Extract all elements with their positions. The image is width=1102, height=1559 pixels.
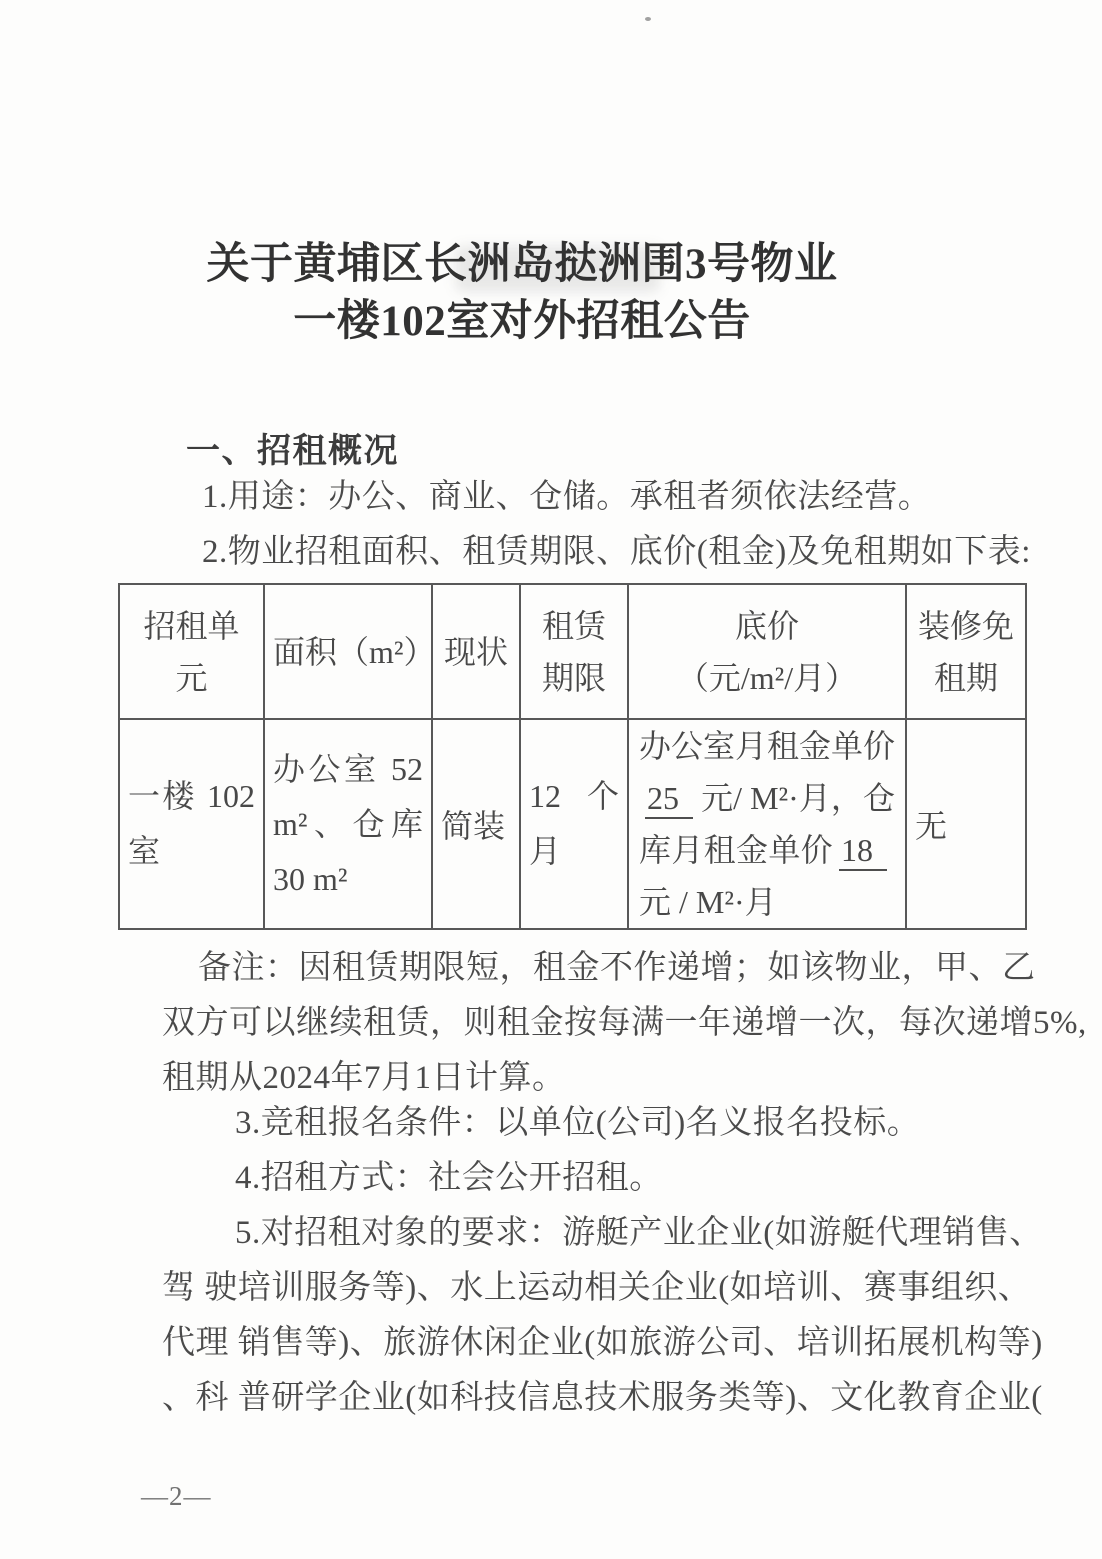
header-status: 现状: [432, 584, 520, 719]
item-1-usage: 1.用途：办公、商业、仓储。承租者须依法经营。: [202, 479, 932, 515]
header-area: 面积（m²）: [264, 584, 432, 719]
price-text-1: 办公室月租金单价: [639, 728, 896, 764]
paragraph-items-1-2: [162, 470, 1031, 580]
cell-unit: 一楼 102 室: [119, 719, 264, 929]
note-line-2: 双方可以继续租赁，则租金按每满一年递增一次，每次递增5%,: [162, 1005, 1087, 1041]
note-line-3: 租期从2024年7月1日计算。: [162, 1060, 566, 1096]
item-5-line-3: 代理 销售等)、旅游休闲企业(如旅游公司、培训拓展机构等): [162, 1325, 1043, 1361]
title-line-1: 关于黄埔区长洲岛挞洲围3号物业: [206, 241, 838, 288]
item-5-line-4: 、科 普研学企业(如科技信息技术服务类等)、文化教育企业(: [162, 1380, 1043, 1416]
header-rent-free: 装修免 租期: [906, 584, 1026, 719]
item-5-line-2: 驾 驶培训服务等)、水上运动相关企业(如培训、赛事组织、: [162, 1270, 1032, 1306]
price-office-rate: 25: [645, 780, 693, 819]
price-text-2: 元/ M²·月，仓库月租金单价: [639, 780, 895, 868]
item-3-bid-conditions: 3.竞租报名条件：以单位(公司)名义报名投标。: [235, 1105, 921, 1141]
rental-info-table: [118, 583, 1027, 930]
table-data-row: [119, 719, 1026, 929]
note-line-1: 备注：因租赁期限短，租金不作递增；如该物业，甲、乙: [198, 950, 1036, 986]
cell-rent-free: 无: [906, 719, 1026, 929]
section-heading: 一、招租概况: [186, 433, 399, 470]
cell-price: [628, 719, 906, 929]
cell-status: 简装: [432, 719, 520, 929]
item-5-line-1: 5.对招租对象的要求：游艇产业企业(如游艇代理销售、: [235, 1215, 1043, 1251]
table-header-row: [119, 584, 1026, 719]
page-number: —2—: [141, 1481, 212, 1511]
paragraph-items-3-5: [162, 1096, 1043, 1426]
paragraph-note: [162, 941, 1087, 1106]
price-text-3: 元 / M²·月: [639, 884, 777, 920]
header-term: 租赁 期限: [520, 584, 628, 719]
document-title: [0, 236, 1044, 350]
item-4-rental-method: 4.招租方式：社会公开招租。: [235, 1160, 663, 1196]
title-line-2: 一楼102室对外招租公告: [293, 298, 751, 345]
item-2-table-intro: 2.物业招租面积、租赁期限、底价(租金)及免租期如下表:: [202, 534, 1031, 570]
cell-area: 办公室 52 m²、仓库 30 m²: [264, 719, 432, 929]
price-warehouse-rate: 18: [839, 832, 887, 871]
scan-artifact-dot: [645, 17, 651, 21]
cell-term: 12 个 月: [520, 719, 628, 929]
header-price: 底价 （元/m²/月）: [628, 584, 906, 719]
header-unit: 招租单元: [119, 584, 264, 719]
